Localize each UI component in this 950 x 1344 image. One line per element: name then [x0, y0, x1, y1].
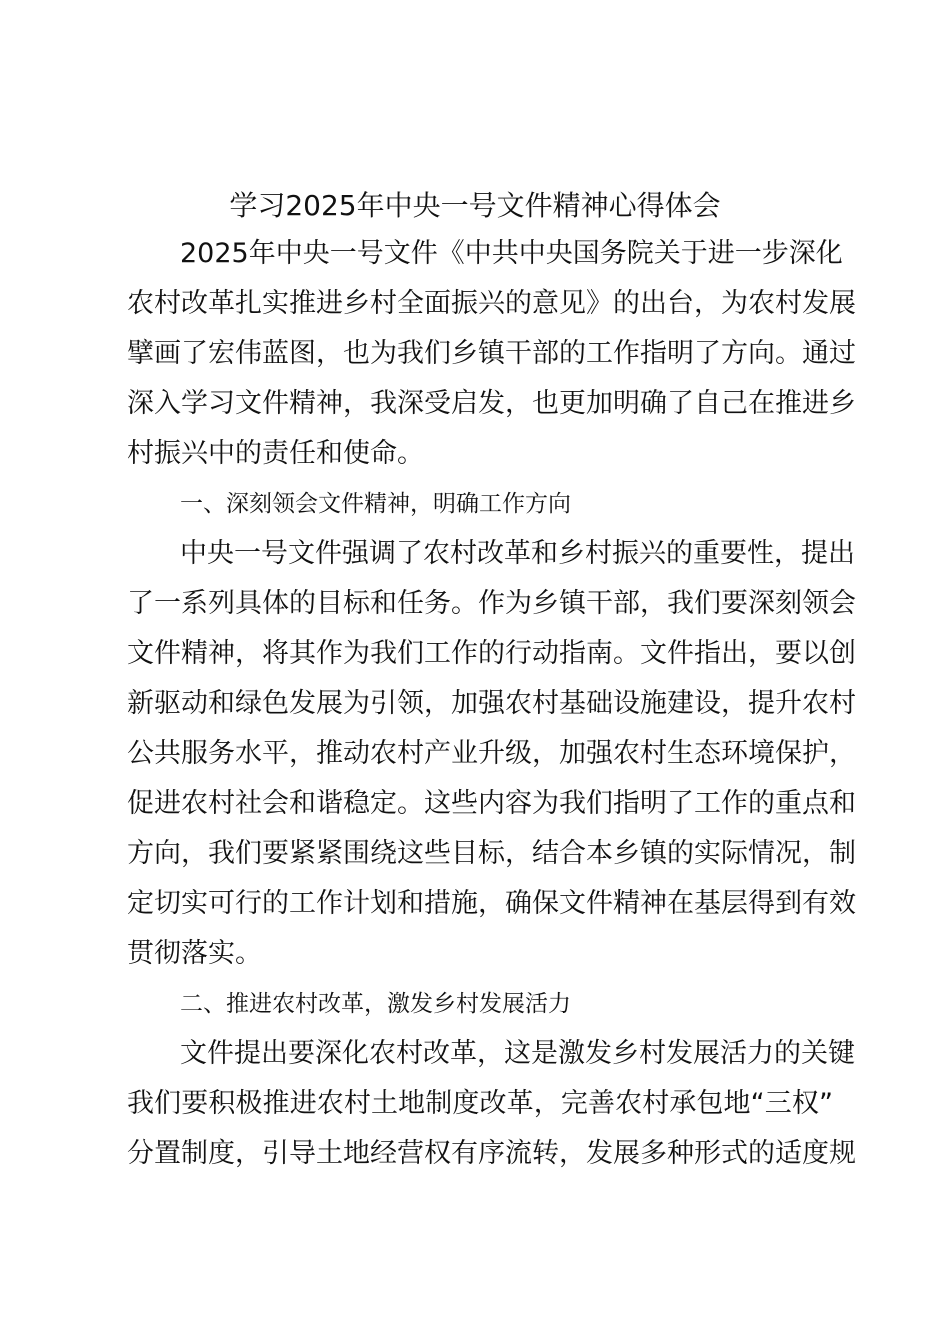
paragraph-line: 定切实可行的工作计划和措施，确保文件精神在基层得到有效	[127, 888, 856, 919]
intro-line: 村振兴中的责任和使命。	[127, 438, 424, 469]
document-body	[127, 229, 856, 1179]
intro-line: 农村改革扎实推进乡村全面振兴的意见》的出台，为农村发展	[127, 288, 856, 319]
paragraph-line: 文件精神，将其作为我们工作的行动指南。文件指出，要以创	[127, 638, 856, 669]
intro-line: 2025年中央一号文件《中共中央国务院关于进一步深化	[180, 238, 843, 269]
paragraph-line: 文件提出要深化农村改革，这是激发乡村发展活力的关键	[180, 1038, 855, 1069]
document-title: 学习2025年中央一号文件精神心得体会	[229, 189, 721, 222]
paragraph-line: 我们要积极推进农村土地制度改革，完善农村承包地“三权”	[127, 1088, 833, 1119]
paragraph-line: 贯彻落实。	[127, 938, 262, 969]
paragraph-line: 公共服务水平，推动农村产业升级，加强农村生态环境保护，	[127, 738, 856, 769]
paragraph-line: 中央一号文件强调了农村改革和乡村振兴的重要性，提出	[180, 538, 855, 569]
paragraph-line: 了一系列具体的目标和任务。作为乡镇干部，我们要深刻领会	[127, 588, 856, 619]
paragraph-line: 分置制度，引导土地经营权有序流转，发展多种形式的适度规	[127, 1138, 856, 1169]
section-heading: 二、推进农村改革，激发乡村发展活力	[180, 991, 571, 1017]
intro-line: 擘画了宏伟蓝图，也为我们乡镇干部的工作指明了方向。通过	[127, 338, 856, 369]
paragraph-line: 新驱动和绿色发展为引领，加强农村基础设施建设，提升农村	[127, 688, 856, 719]
paragraph-line: 方向，我们要紧紧围绕这些目标，结合本乡镇的实际情况，制	[127, 838, 856, 869]
intro-line: 深入学习文件精神，我深受启发，也更加明确了自己在推进乡	[127, 388, 856, 419]
paragraph-line: 促进农村社会和谐稳定。这些内容为我们指明了工作的重点和	[127, 788, 856, 819]
section-heading: 一、深刻领会文件精神，明确工作方向	[180, 491, 571, 517]
